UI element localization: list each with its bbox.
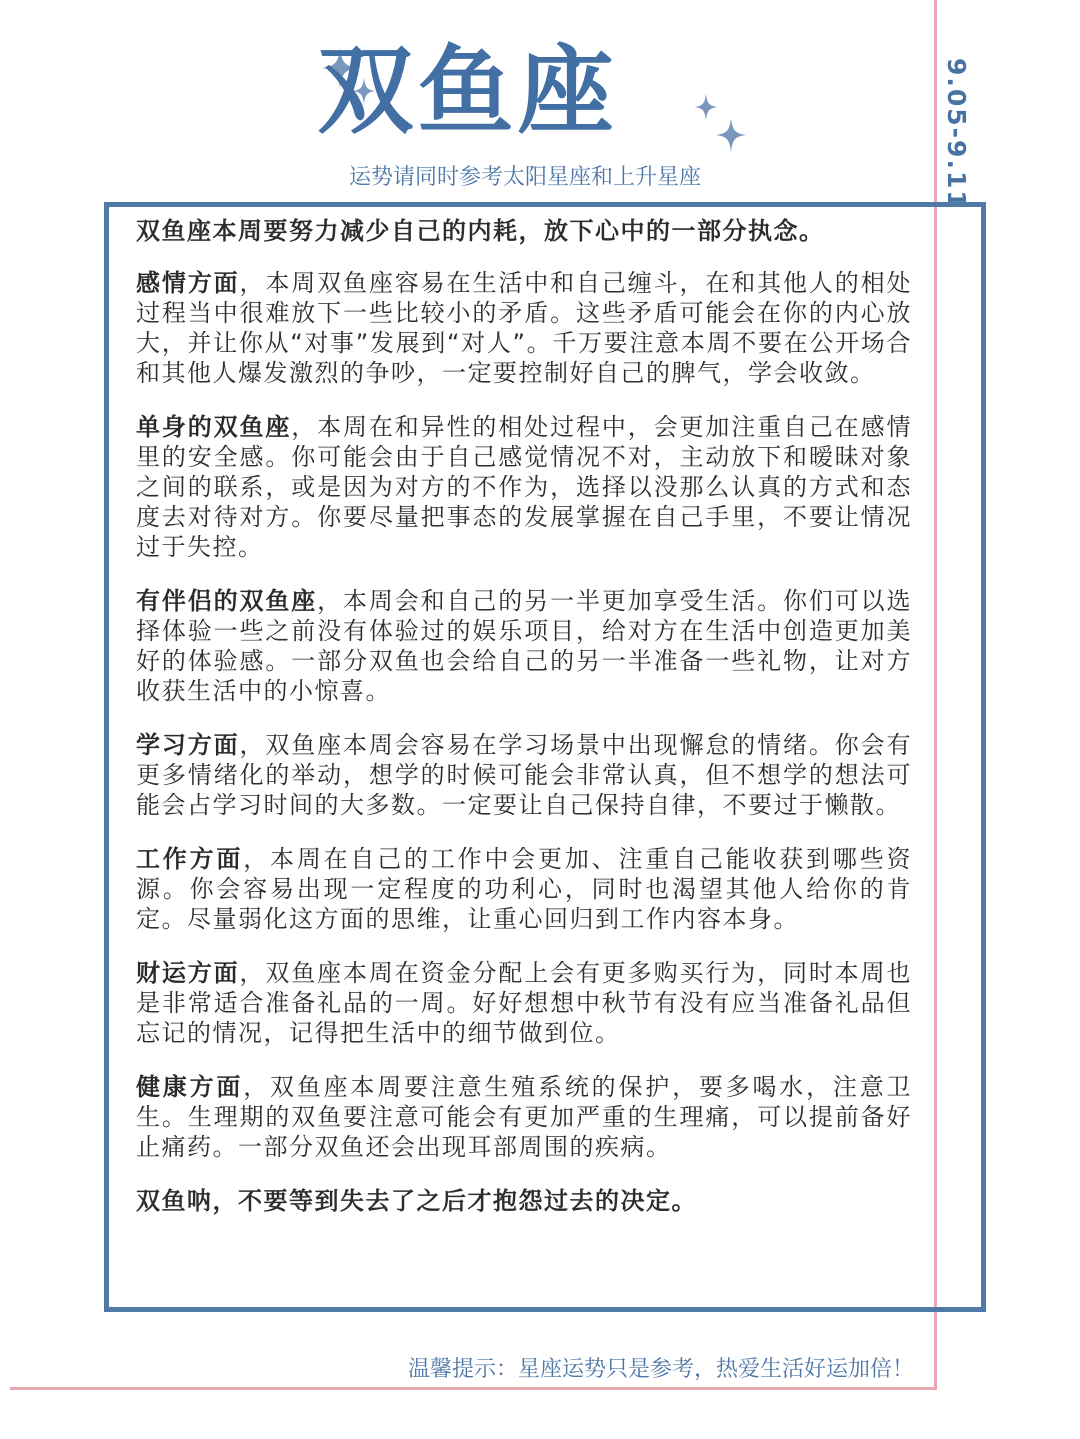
subtitle: 运势请同时参考太阳星座和上升星座 [348, 165, 701, 190]
section-heading: 健康方面 [136, 1073, 244, 1101]
section-finance [136, 958, 912, 1048]
date-range: 9.05-9.11 [942, 58, 971, 210]
section-health [136, 1072, 912, 1162]
section-text: ，本周会和自己的另一半更加享受生活。你们可以选择体验一些之前没有体验过的娱乐项目，给对方在生活中创造更加美好的体验感。一部分双鱼也会给自己的另一半准备一些礼物，让对方收获生活中的小惊喜。 [136, 587, 912, 705]
section-text: ，本周在和异性的相处过程中，会更加注重自己在感情里的安全感。你可能会由于自己感觉情况不对，主动放下和暧昧对象之间的联系，或是因为对方的不作为，选择以没那么认真的方式和态度去对待对方。你要尽量把事态的发展掌握在自己手里，不要让情况过于失控。 [136, 413, 913, 561]
section-heading: 财运方面 [136, 959, 240, 987]
section-emotion [136, 268, 912, 388]
pink-horizontal-rule [10, 1387, 937, 1390]
page-title: 双鱼座 [317, 35, 618, 147]
section-heading: 单身的双鱼座 [136, 413, 292, 441]
section-text: ，双鱼座本周要注意生殖系统的保护，要多喝水，注意卫生。生理期的双鱼要注意可能会有更加严重的生理痛，可以提前备好止痛药。一部分双鱼还会出现耳部周围的疾病。 [136, 1073, 913, 1161]
section-heading: 有伴侣的双鱼座 [136, 587, 318, 615]
section-text: ，本周在自己的工作中会更加、注重自己能收获到哪些资源。你会容易出现一定程度的功利心，同时也渴望其他人给你的肯定。尽量弱化这方面的思维，让重心回归到工作内容本身。 [136, 845, 913, 933]
section-text: ，本周双鱼座容易在生活中和自己缠斗，在和其他人的相处过程当中很难放下一些比较小的矛盾。这些矛盾可能会在你的内心放大，并让你从“对事”发展到“对人”。千万要注意本周不要在公开场合和其他人爆发激烈的争吵，一定要控制好自己的脾气，学会收敛。 [136, 269, 913, 387]
horoscope-content [136, 216, 912, 1216]
section-work [136, 844, 912, 934]
section-single [136, 412, 912, 562]
lead-sentence: 双鱼座本周要努力减少自己的内耗，放下心中的一部分执念。 [136, 217, 825, 245]
section-text: ，双鱼座本周在资金分配上会有更多购买行为，同时本周也是非常适合准备礼品的一周。好好想想中秋节有没有应当准备礼品但忘记的情况，记得把生活中的细节做到位。 [136, 959, 913, 1047]
section-heading: 学习方面 [136, 731, 240, 759]
section-heading: 感情方面 [136, 269, 240, 297]
section-text: ，双鱼座本周会容易在学习场景中出现懈怠的情绪。你会有更多情绪化的举动，想学的时候可能会非常认真，但不想学的想法可能会占学习时间的大多数。一定要让自己保持自律，不要过于懒散。 [136, 731, 913, 819]
section-heading: 工作方面 [136, 845, 244, 873]
section-partnered [136, 586, 912, 706]
section-study [136, 730, 912, 820]
closing-sentence: 双鱼呐，不要等到失去了之后才抱怨过去的决定。 [136, 1187, 697, 1215]
footer-tip: 温馨提示：星座运势只是参考，热爱生活好运加倍！ [407, 1357, 914, 1382]
